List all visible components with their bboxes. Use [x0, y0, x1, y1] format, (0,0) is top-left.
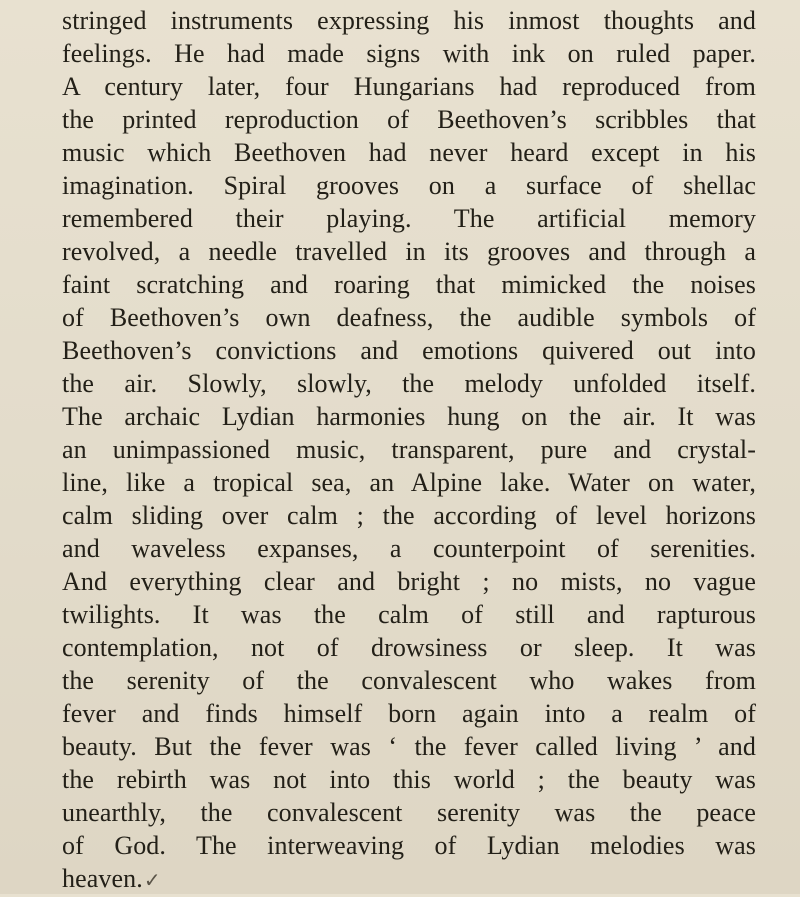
text-line: unearthly, the convalescent serenity was the peace	[62, 798, 756, 827]
paragraph	[62, 4, 756, 895]
text-line: faint scratching and roaring that mimicked the noises	[62, 270, 756, 299]
text-line: remembered their playing. The artificial memory	[62, 204, 756, 233]
checkmark-icon: ✓	[143, 868, 161, 892]
text-line: the serenity of the convalescent who wakes from	[62, 666, 756, 695]
text-line: and waveless expanses, a counterpoint of serenities.	[62, 534, 756, 563]
text-line: contemplation, not of drowsiness or sleep. It was	[62, 633, 756, 662]
text-line: beauty. But the fever was ‘ the fever called living ’ and	[62, 732, 756, 761]
text-line-last	[62, 862, 756, 895]
text-line: revolved, a needle travelled in its grooves and through a	[62, 237, 756, 266]
text-line: an unimpassioned music, transparent, pure and crystal-	[62, 435, 756, 464]
text-line: calm sliding over calm ; the according of level horizons	[62, 501, 756, 530]
text-line: the printed reproduction of Beethoven’s scribbles that	[62, 105, 756, 134]
text-line: imagination. Spiral grooves on a surface of shellac	[62, 171, 756, 200]
text-line: The archaic Lydian harmonies hung on the air. It was	[62, 402, 756, 431]
text-line: And everything clear and bright ; no mists, no vague	[62, 567, 756, 596]
text-line: stringed instruments expressing his inmost thoughts and	[62, 6, 756, 35]
text-line: Beethoven’s convictions and emotions quivered out into	[62, 336, 756, 365]
text-line: feelings. He had made signs with ink on ruled paper.	[62, 39, 756, 68]
text-line: A century later, four Hungarians had reproduced from	[62, 72, 756, 101]
text-line: twilights. It was the calm of still and rapturous	[62, 600, 756, 629]
text-line: of Beethoven’s own deafness, the audible symbols of	[62, 303, 756, 332]
text-line: line, like a tropical sea, an Alpine lake. Water on water,	[62, 468, 756, 497]
text-line: music which Beethoven had never heard except in his	[62, 138, 756, 167]
text-line: the rebirth was not into this world ; the beauty was	[62, 765, 756, 794]
final-word: heaven.	[62, 864, 143, 893]
text-line: the air. Slowly, slowly, the melody unfolded itself.	[62, 369, 756, 398]
text-line: fever and finds himself born again into a realm of	[62, 699, 756, 728]
text-line: of God. The interweaving of Lydian melodies was	[62, 831, 756, 860]
